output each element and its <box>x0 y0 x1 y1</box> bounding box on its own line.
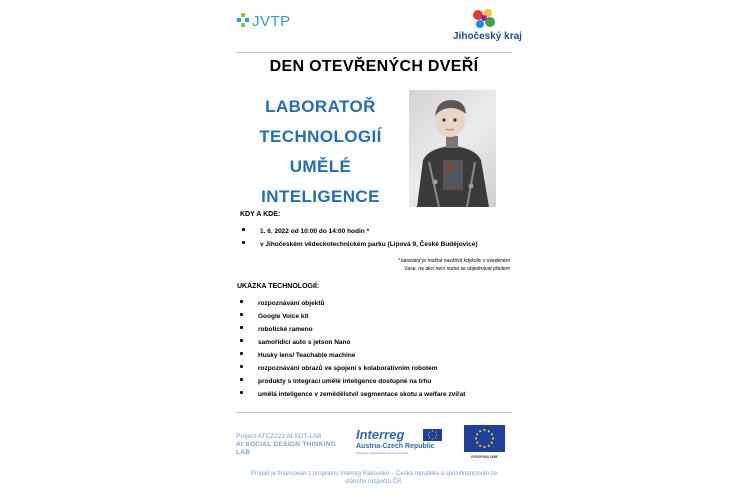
list-item: Google Voice kit <box>237 310 465 323</box>
humanoid-robot-photo <box>409 90 496 207</box>
funding-line: státního rozpočtu ČR. <box>344 479 404 485</box>
when-where-heading: KDY A KDE: <box>240 211 281 218</box>
project-name: AI SOCIAL DESIGN THINKING <box>236 441 337 448</box>
note-line: čase, na akci není nutné se objednávat předem <box>404 266 510 272</box>
jihocesky-kraj-logo <box>453 7 522 42</box>
list-item: umělá inteligence v zemědělství/ segmentace skotu a welfare zvířat <box>237 388 465 401</box>
list-item: samořídící auto s jetson Nano <box>237 336 465 349</box>
kraj-logo-text: Jihočeský kraj <box>453 31 522 42</box>
funding-statement <box>236 470 512 486</box>
interreg-program: Austria-Czech Republic <box>356 443 435 450</box>
project-info <box>236 433 344 457</box>
list-item: rozpoznávání obrazů ve spojení s kolaborativním robotem <box>237 362 465 375</box>
lab-title-line: INTELIGENCE <box>261 187 380 206</box>
list-item: Husky lens/ Teachable machine <box>237 349 465 362</box>
when-where-list <box>239 225 477 251</box>
header-divider <box>236 52 512 53</box>
lab-title-line: LABORATOŘ <box>265 97 376 116</box>
eu-caption: EVROPSKÁ UNIE <box>471 455 498 459</box>
project-name-cont: LAB <box>236 449 251 456</box>
technologies-list <box>237 297 465 401</box>
list-item: v Jihočeském vědeckotechnickém parku (Lipová 9, České Budějovice) <box>239 238 477 251</box>
visit-note <box>360 257 510 273</box>
lab-title-line: UMĚLÉ <box>289 157 352 176</box>
interreg-fund: European Regional Development Fund <box>356 451 408 455</box>
interreg-eu-flag-icon <box>423 429 442 441</box>
jvtp-logo <box>236 12 291 30</box>
list-item: 1. 6. 2022 od 10:00 do 14:00 hodin * <box>239 225 477 238</box>
lab-title-line: TECHNOLOGIÍ <box>259 127 382 146</box>
technologies-heading: UKÁZKA TECHNOLOGIÍ: <box>237 283 320 290</box>
list-item: produkty s integrací umělé inteligence dostupné na trhu <box>237 375 465 388</box>
note-line: * laboratoř je možné navštívit kdykoliv v uvedeném <box>397 258 510 264</box>
project-code: Project ATCZ221 AI SDT-LAB <box>236 433 322 440</box>
jvtp-cross-icon <box>236 12 250 30</box>
lab-title <box>243 92 398 212</box>
page-title: DEN OTEVŘENÝCH DVEŘÍ <box>269 58 479 75</box>
list-item: rozpoznávání objektů <box>237 297 465 310</box>
interreg-wordmark: Interreg <box>356 427 405 442</box>
jvtp-logo-text: JVTP <box>252 12 291 30</box>
list-item: robotické rameno <box>237 323 465 336</box>
jihocesky-kraj-emblem-icon <box>468 7 500 31</box>
footer-divider <box>236 412 512 413</box>
eu-flag-icon <box>464 425 505 452</box>
funding-line: Projekt je financován z programu Interreg Rakousko – Česká republika a spolufinancován ze <box>250 471 498 477</box>
robot-illustration <box>409 90 496 207</box>
